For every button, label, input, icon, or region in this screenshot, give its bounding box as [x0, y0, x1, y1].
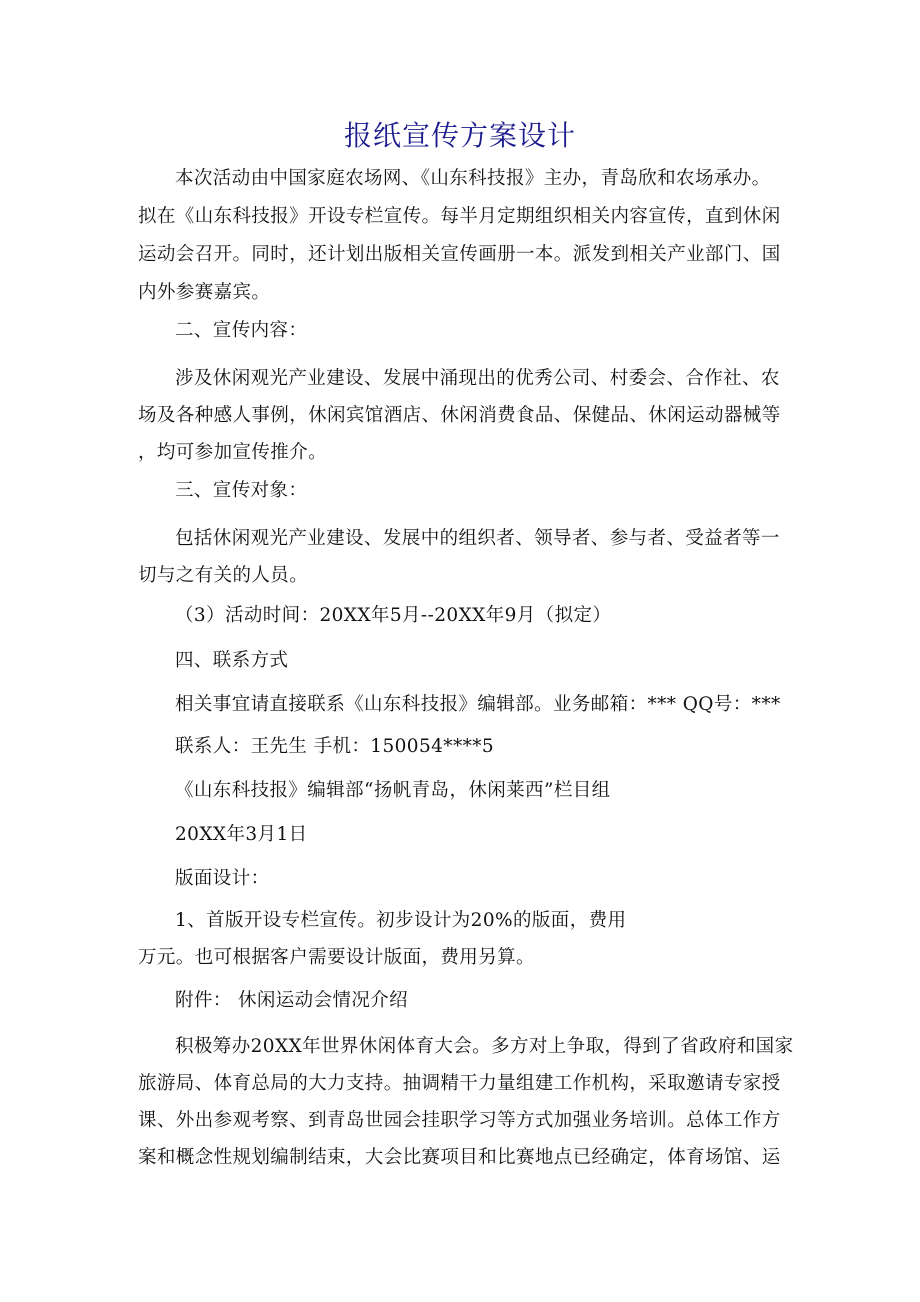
paragraph-attachment-line-2: 旅游局、体育总局的大力支持。抽调精干力量组建工作机构，采取邀请专家授 [138, 1073, 781, 1094]
document-title: 报纸宣传方案设计 [343, 119, 576, 152]
section-heading-layout: 版面设计： [175, 868, 270, 889]
layout-item-1-line-1: 1、首版开设专栏宣传。初步设计为20%的版面，费用 [175, 910, 627, 931]
paragraph-content-line-1: 涉及休闲观光产业建设、发展中涌现出的优秀公司、村委会、合作社、农 [175, 368, 780, 389]
contact-info: 相关事宜请直接联系《山东科技报》编辑部。业务邮箱：*** QQ号：*** [175, 694, 781, 715]
paragraph-audience-line-2: 切与之有关的人员。 [138, 565, 309, 586]
contact-person: 联系人：王先生 手机：150054****5 [175, 736, 495, 757]
activity-time: （3）活动时间：20XX年5月--20XX年9月（拟定） [175, 605, 612, 626]
section-heading-audience: 三、宣传对象： [175, 480, 308, 501]
layout-item-1-line-2: 万元。也可根据客户需要设计版面，费用另算。 [138, 947, 535, 968]
paragraph-intro-line-1: 本次活动由中国家庭农场网、《山东科技报》主办，青岛欣和农场承办。 [175, 168, 771, 189]
paragraph-content-line-2: 场及各种感人事例，休闲宾馆酒店、休闲消费食品、保健品、休闲运动器械等 [138, 405, 781, 426]
section-heading-contact: 四、联系方式 [175, 650, 289, 671]
paragraph-attachment-line-4: 案和概念性规划编制结束，大会比赛项目和比赛地点已经确定，体育场馆、运 [138, 1147, 781, 1168]
paragraph-content-line-3: ，均可参加宣传推介。 [138, 442, 328, 463]
paragraph-audience-line-1: 包括休闲观光产业建设、发展中的组织者、领导者、参与者、受益者等一 [175, 528, 780, 549]
signature-date: 20XX年3月1日 [175, 824, 308, 845]
signature-department: 《山东科技报》编辑部“扬帆青岛，休闲莱西”栏目组 [175, 780, 611, 801]
paragraph-attachment-line-3: 课、外出参观考察、到青岛世园会挂职学习等方式加强业务培训。总体工作方 [138, 1110, 781, 1131]
paragraph-intro-line-4: 内外参赛嘉宾。 [138, 282, 271, 303]
paragraph-attachment-line-1: 积极筹办20XX年世界休闲体育大会。多方对上争取，得到了省政府和国家 [175, 1036, 794, 1057]
attachment-heading: 附件： 休闲运动会情况介绍 [175, 990, 409, 1011]
section-heading-content: 二、宣传内容： [175, 320, 308, 341]
paragraph-intro-line-2: 拟在《山东科技报》开设专栏宣传。每半月定期组织相关内容宣传，直到休闲 [138, 206, 781, 227]
paragraph-intro-line-3: 运动会召开。同时，还计划出版相关宣传画册一本。派发到相关产业部门、国 [138, 244, 781, 265]
